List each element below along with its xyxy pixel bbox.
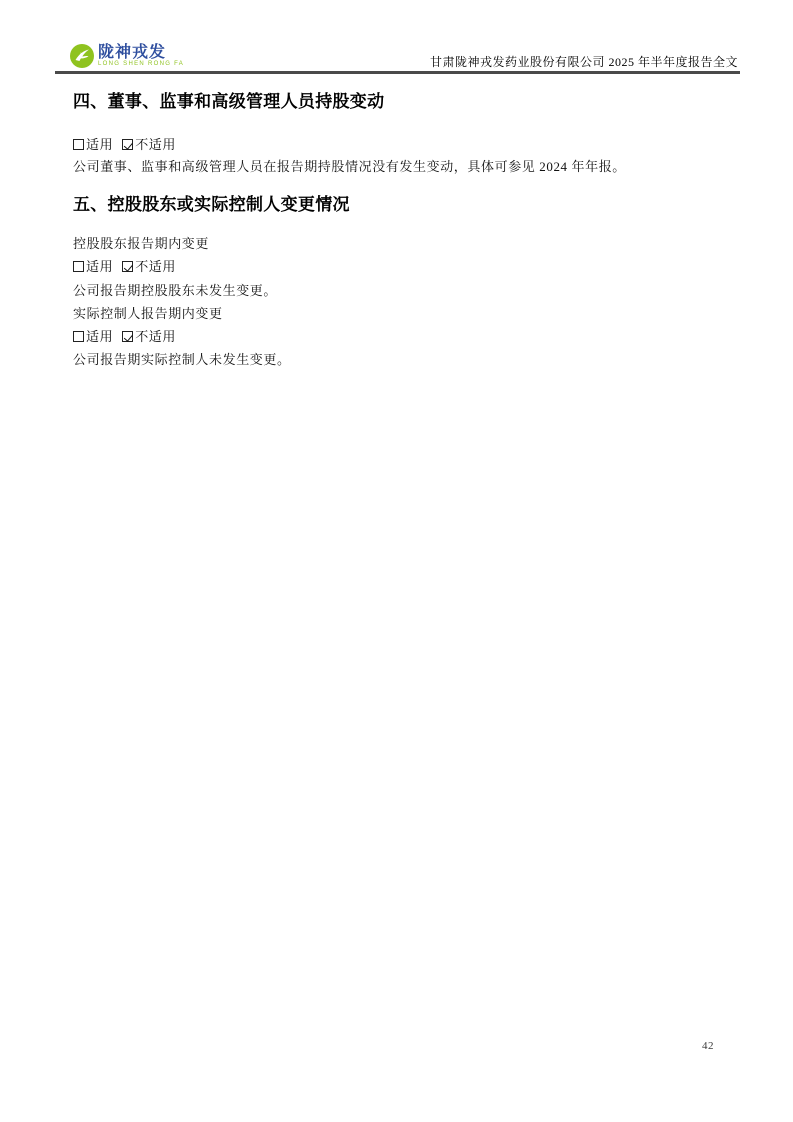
checkbox-label: 不适用: [135, 259, 177, 274]
checkbox-label: 不适用: [135, 137, 177, 152]
section4-heading: 四、董事、监事和高级管理人员持股变动: [73, 92, 385, 111]
checkbox-checked-icon: [122, 139, 133, 150]
checkbox-unchecked-icon: [73, 331, 84, 342]
logo-name-en: LONG SHEN RONG FA: [98, 61, 185, 67]
checkbox-label: 适用: [86, 259, 114, 274]
checkbox-option-not-applicable: [122, 137, 176, 152]
checkbox-checked-icon: [122, 261, 133, 272]
checkbox-label: 不适用: [135, 329, 177, 344]
checkbox-option-applicable: [73, 137, 113, 152]
company-logo: [70, 44, 184, 68]
section4-body-text: 公司董事、监事和高级管理人员在报告期持股情况没有发生变动，具体可参见 2024 年年报。: [73, 159, 626, 174]
checkbox-option-applicable: [73, 259, 113, 274]
checkbox-option-not-applicable: [122, 259, 176, 274]
controlling-shareholder-body-text: 公司报告期控股股东未发生变更。: [73, 283, 278, 298]
actual-controller-applicability-row: [73, 329, 185, 345]
checkbox-unchecked-icon: [73, 139, 84, 150]
page-number: 42: [702, 1040, 714, 1052]
logo-text: [98, 44, 184, 68]
actual-controller-change-label: 实际控制人报告期内变更: [73, 306, 223, 321]
checkbox-checked-icon: [122, 331, 133, 342]
checkbox-option-not-applicable: [122, 329, 176, 344]
longshen-logo-icon: [70, 44, 94, 68]
controlling-shareholder-change-label: 控股股东报告期内变更: [73, 236, 210, 251]
section4-applicability-row: [73, 137, 185, 153]
section5-heading: 五、控股股东或实际控制人变更情况: [73, 195, 350, 214]
checkbox-label: 适用: [86, 329, 114, 344]
logo-name-cn: 陇神戎发: [98, 44, 167, 61]
header-divider: [55, 71, 740, 74]
checkbox-label: 适用: [86, 137, 114, 152]
report-header-title: 甘肃陇神戎发药业股份有限公司 2025 年半年度报告全文: [429, 55, 738, 69]
controlling-shareholder-applicability-row: [73, 259, 185, 275]
actual-controller-body-text: 公司报告期实际控制人未发生变更。: [73, 352, 291, 367]
checkbox-unchecked-icon: [73, 261, 84, 272]
checkbox-option-applicable: [73, 329, 113, 344]
